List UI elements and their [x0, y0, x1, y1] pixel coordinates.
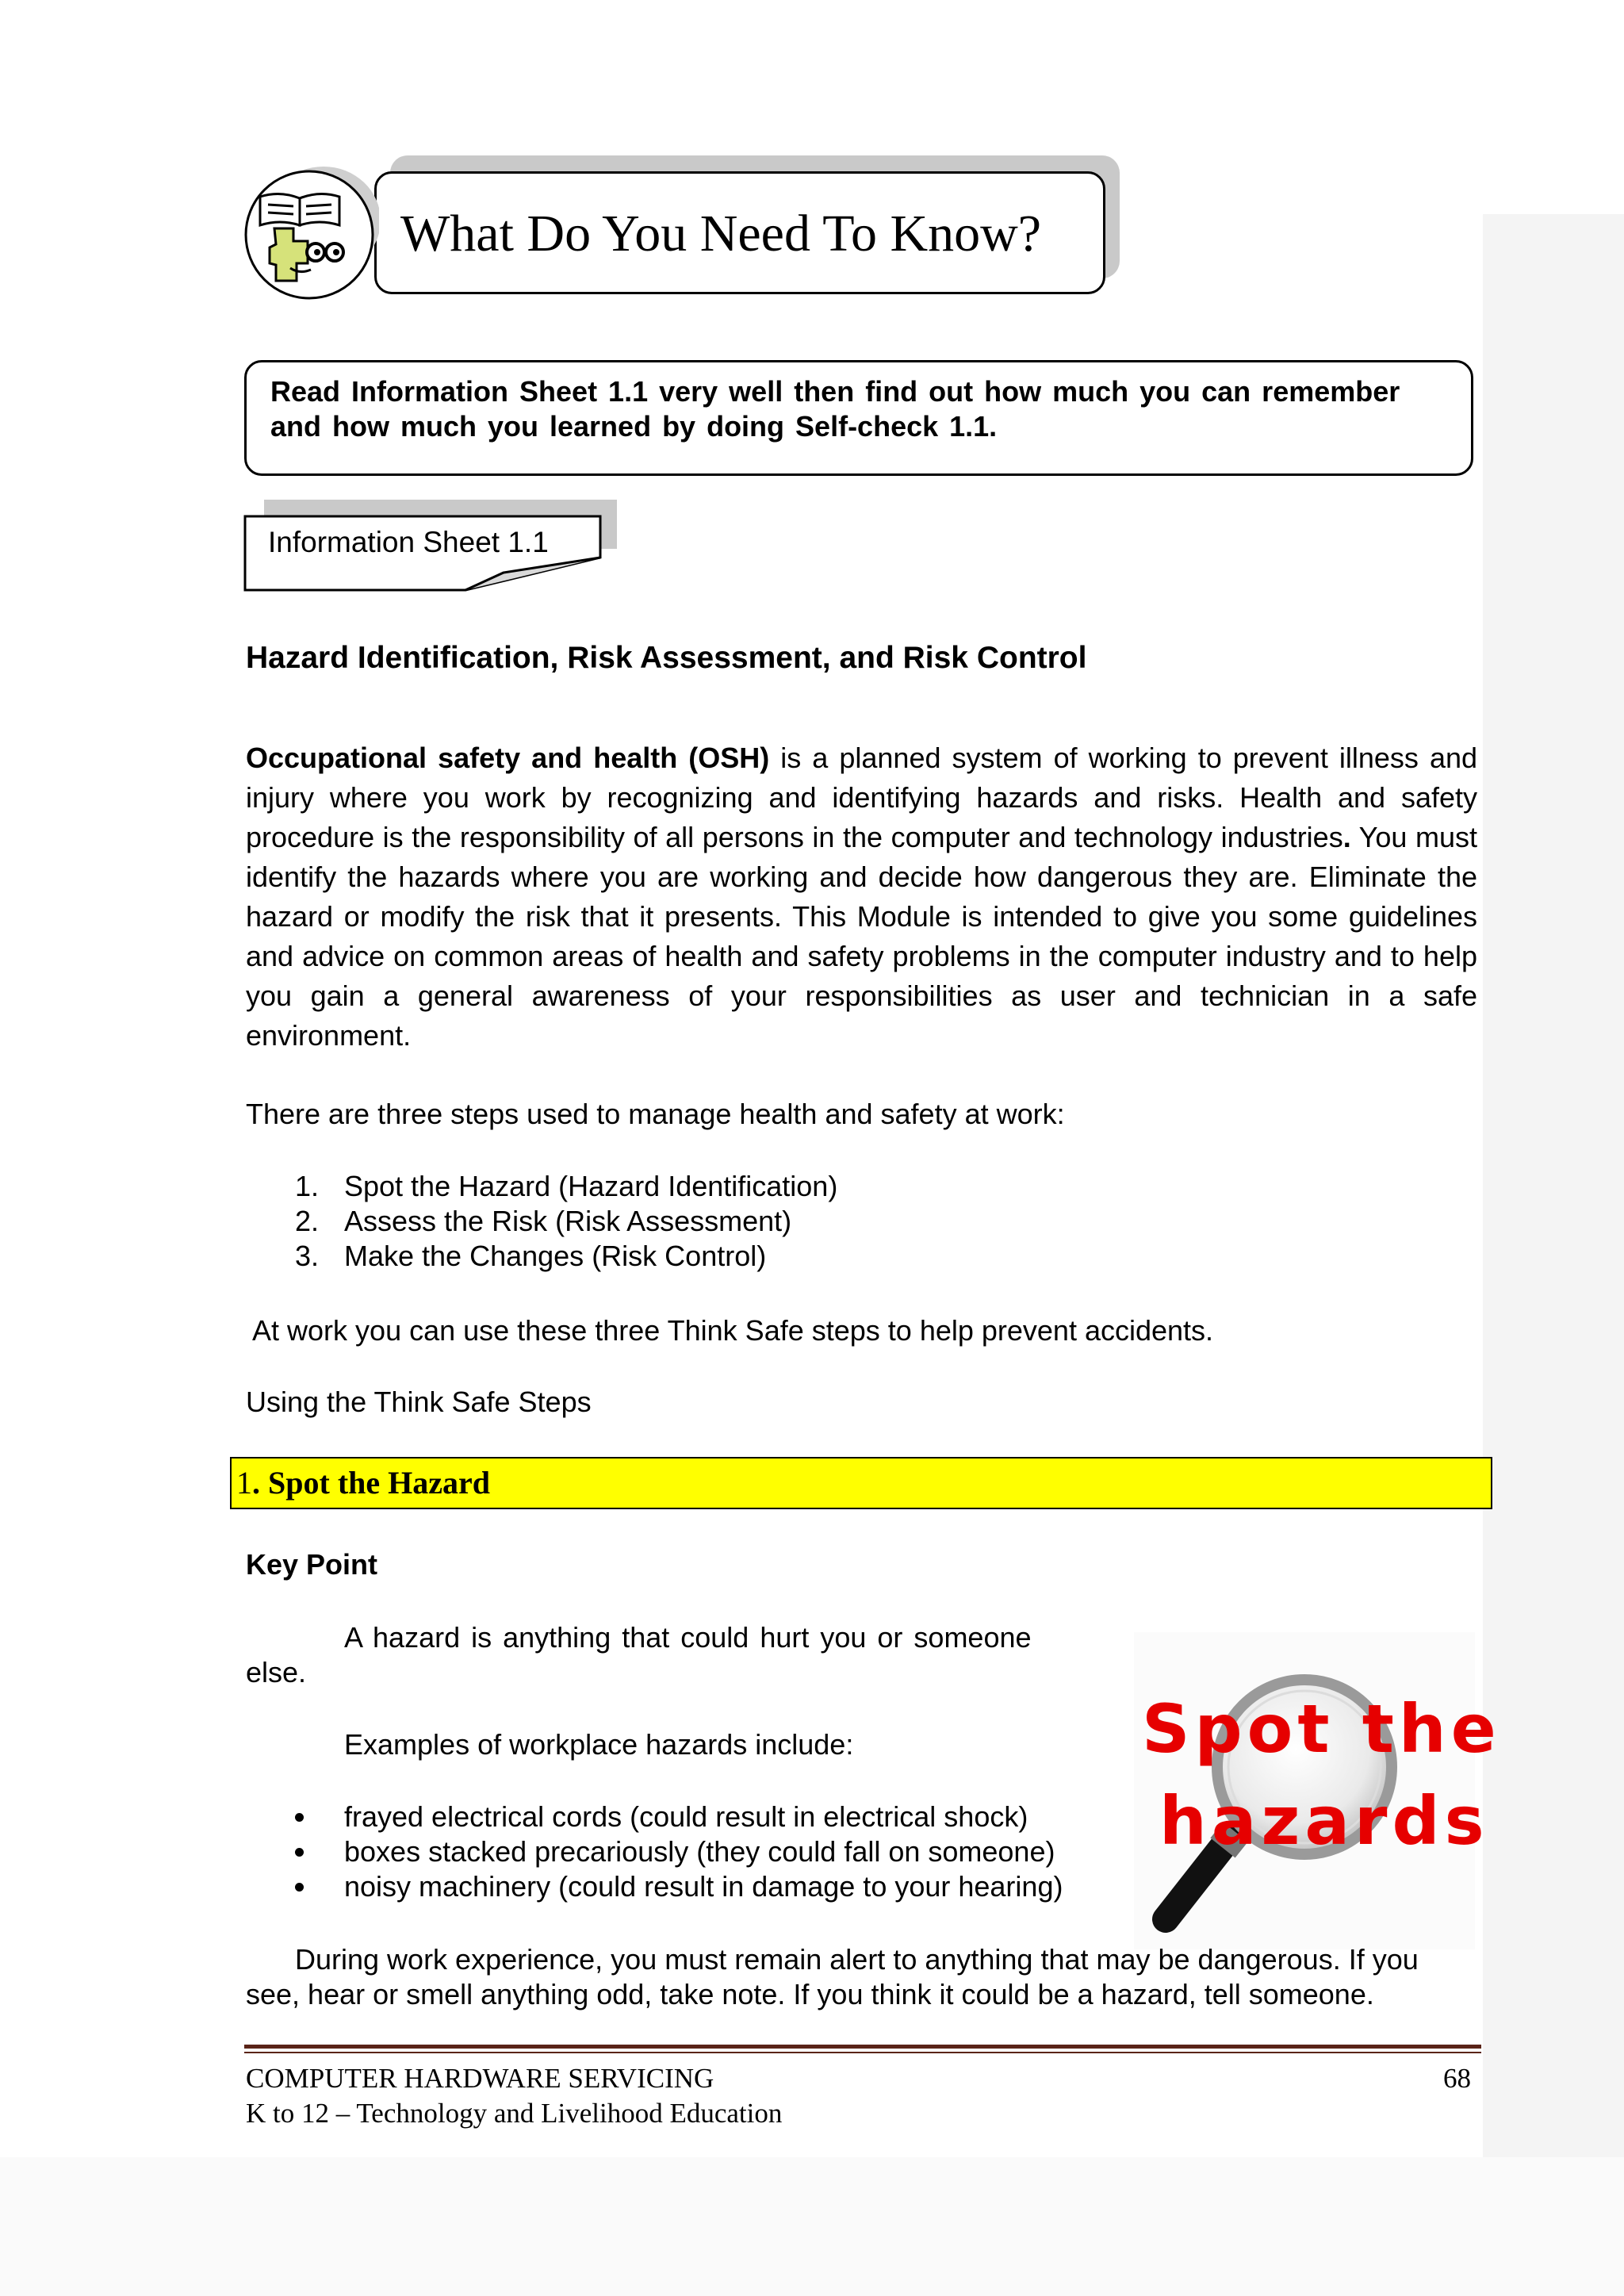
page-shadow-bottom [0, 2157, 1624, 2296]
spot-line-1: Spot the [1142, 1690, 1501, 1768]
footer-course: COMPUTER HARDWARE SERVICING [246, 2063, 714, 2094]
think-safe-text: At work you can use these three Think Safe steps to help prevent accidents. [246, 1314, 1214, 1347]
footer-rule [244, 2045, 1481, 2049]
bullet-icon [295, 1813, 304, 1822]
page-number: 68 [1443, 2063, 1471, 2094]
spot-hazard-number: 1 [236, 1465, 252, 1501]
spot-hazard-title: . Spot the Hazard [252, 1465, 490, 1501]
key-point-heading: Key Point [246, 1548, 378, 1581]
step-text: Make the Changes (Risk Control) [344, 1240, 767, 1272]
osh-text-b: You must identify the hazards where you are working and decide how dangerous they are. Eliminate the hazard or modify the risk that it presents. This Module is intended to give you some guidelines and advice on common areas of health and safety problems in the computer industry and to help you gain a general awareness of your responsibilities as user and technician in a safe environment. [246, 821, 1477, 1052]
example-item: frayed electrical cords (could result in electrical shock) [344, 1800, 1028, 1833]
bullet-icon [295, 1848, 304, 1857]
hazard-definition-line1: A hazard is anything that could hurt you or someone [344, 1621, 1032, 1654]
osh-text-a: is a planned system of working to prevent illness and injury where you work by recognizing and identifying hazards and risks. Health and safety procedure is the responsibility of all persons in the computer and technology industries [246, 742, 1478, 853]
example-item: boxes stacked precariously (they could fall on someone) [344, 1835, 1055, 1868]
bullet-icon [295, 1883, 304, 1892]
footer-program: K to 12 – Technology and Livelihood Education [246, 2098, 783, 2129]
osh-term: Occupational safety and health (OSH) [246, 742, 770, 774]
page-title: What Do You Need To Know? [400, 205, 1042, 263]
instruction-text: Read Information Sheet 1.1 very well then find out how much you can remember and how much you learned by doing Self-check 1.1. [270, 375, 1400, 443]
osh-paragraph [246, 738, 1477, 1056]
step-text: Spot the Hazard (Hazard Identification) [344, 1170, 838, 1202]
steps-intro: There are three steps used to manage health and safety at work: [246, 1098, 1065, 1130]
step-number: 1. [295, 1170, 320, 1202]
spot-line-2: hazards [1159, 1782, 1489, 1860]
page-shadow-right [1483, 214, 1624, 2296]
step-text: Assess the Risk (Risk Assessment) [344, 1205, 792, 1237]
using-steps-text: Using the Think Safe Steps [246, 1386, 592, 1418]
osh-bold-period: . [1342, 821, 1351, 853]
example-item: noisy machinery (could result in damage to your hearing) [344, 1870, 1063, 1903]
section-title: Hazard Identification, Risk Assessment, and Risk Control [246, 641, 1087, 675]
spot-the-hazards-image [1134, 1632, 1501, 1949]
step-number: 3. [295, 1240, 320, 1272]
reader-icon [244, 165, 379, 300]
closing-paragraph: During work experience, you must remain alert to anything that may be dangerous. If you see, hear or smell anything odd, take note. If you think it could be a hazard, tell someone. [246, 1943, 1419, 2010]
spot-hazard-heading [236, 1459, 490, 1507]
info-sheet-label: Information Sheet 1.1 [268, 526, 549, 558]
examples-intro: Examples of workplace hazards include: [344, 1728, 854, 1761]
footer-rule [244, 2052, 1481, 2053]
hazard-definition-line2: else. [246, 1656, 307, 1688]
step-number: 2. [295, 1205, 320, 1237]
